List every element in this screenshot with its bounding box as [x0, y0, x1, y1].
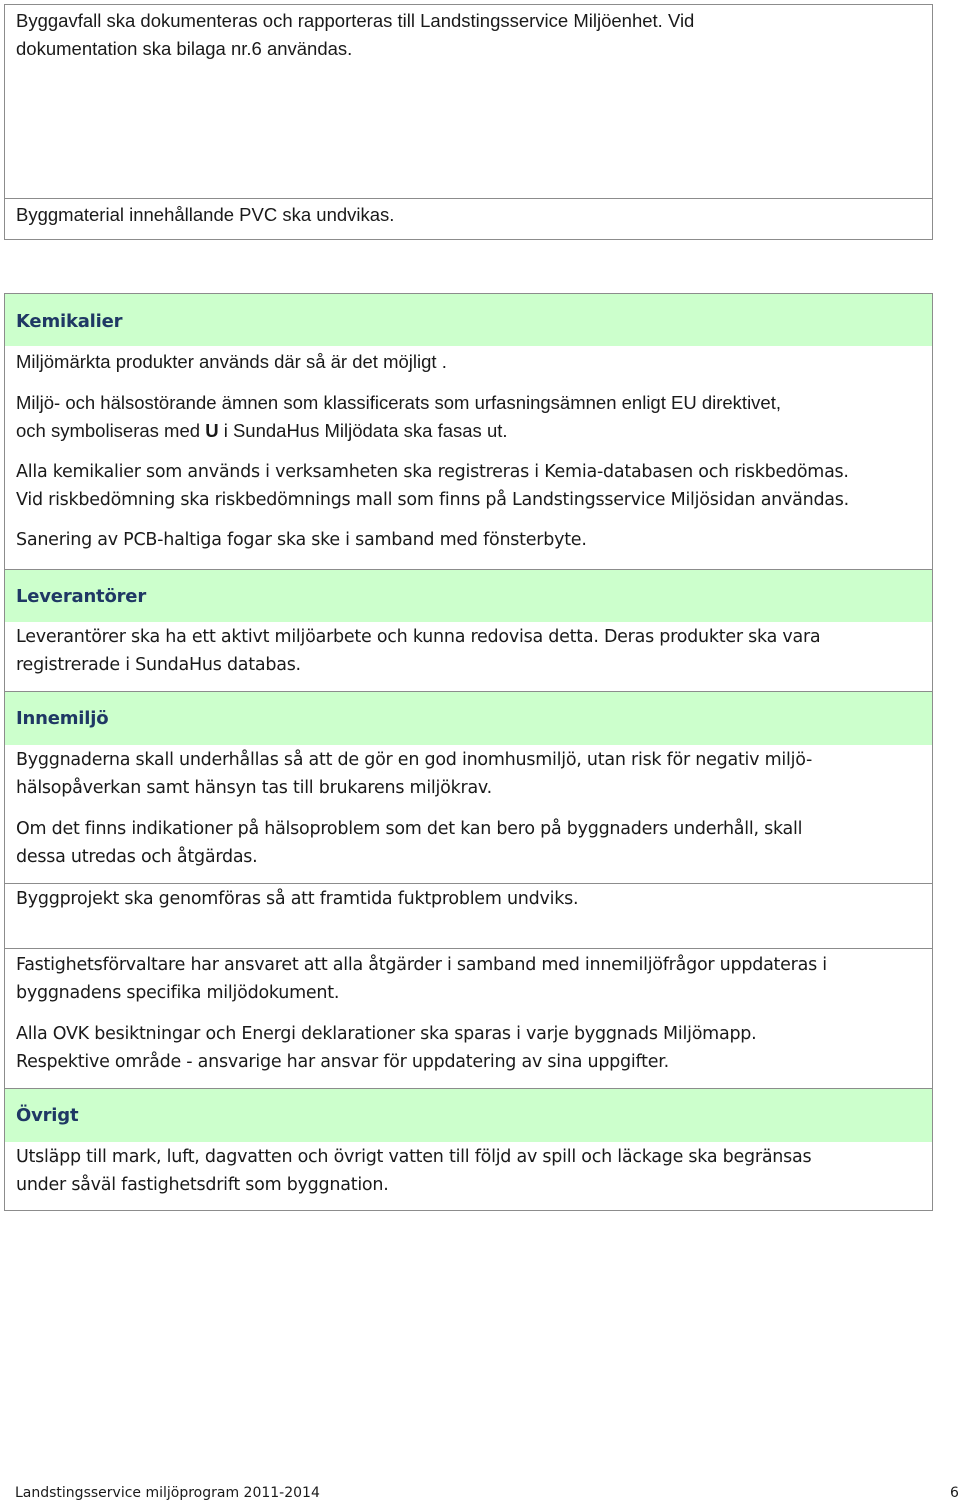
section-title-leverantorer: Leverantörer	[16, 586, 146, 607]
kemikalier-paragraph-2-text-b: i SundaHus Miljödata ska fasas ut.	[218, 420, 508, 441]
table-row	[5, 5, 932, 198]
innemiljo-paragraph-1-line-1: Byggnaderna skall underhållas så att de gör en god inomhusmiljö, utan risk för negativ miljö-	[16, 750, 813, 770]
innemiljo-paragraph-2-line-2: dessa utredas och åtgärdas.	[16, 847, 258, 867]
section-title-innemiljo: Innemiljö	[16, 708, 109, 729]
innemiljo-paragraph-4-line-2: byggnadens specifika miljödokument.	[16, 983, 340, 1003]
innemiljo-paragraph-3: Byggprojekt ska genomföras så att framtida fuktproblem undviks.	[16, 889, 579, 909]
waste-documentation-line-2: dokumentation ska bilaga nr.6 användas.	[16, 38, 353, 59]
section-title-kemikalier: Kemikalier	[16, 311, 123, 332]
leverantorer-line-1: Leverantörer ska ha ett aktivt miljöarbete och kunna redovisa detta. Deras produkter ska vara	[16, 627, 821, 647]
u-symbol: U	[205, 420, 219, 441]
table-row	[5, 745, 932, 884]
innemiljo-paragraph-5-line-2: Respektive område - ansvarige har ansvar för uppdatering av sina uppgifter.	[16, 1052, 669, 1072]
table-row	[5, 883, 932, 949]
section-title-ovrigt: Övrigt	[16, 1105, 79, 1126]
kemikalier-paragraph-2-line-1: Miljö- och hälsostörande ämnen som klassificerats som urfasningsämnen enligt EU direktivet,	[16, 392, 782, 413]
innemiljo-paragraph-5-line-1: Alla OVK besiktningar och Energi deklarationer ska sparas i varje byggnads Miljömapp.	[16, 1024, 757, 1044]
innemiljo-paragraph-2-line-1: Om det finns indikationer på hälsoproblem som det kan bero på byggnaders underhåll, skall	[16, 819, 803, 839]
waste-documentation-line-1: Byggavfall ska dokumenteras och rapporteras till Landstingsservice Miljöenhet. Vid	[16, 10, 695, 31]
pvc-text: Byggmaterial innehållande PVC ska undvikas.	[16, 204, 395, 225]
kemikalier-paragraph-4: Sanering av PCB-haltiga fogar ska ske i samband med fönsterbyte.	[16, 530, 587, 550]
ovrigt-line-1: Utsläpp till mark, luft, dagvatten och övrigt vatten till följd av spill och läckage ska begränsas	[16, 1147, 812, 1167]
section-header-ovrigt	[5, 1088, 932, 1142]
kemikalier-paragraph-2-line-2	[16, 417, 924, 445]
kemikalier-paragraph-2-text-a: och symboliseras med	[16, 420, 206, 441]
table-row	[5, 198, 932, 240]
innemiljo-paragraph-4-line-1: Fastighetsförvaltare har ansvaret att alla åtgärder i samband med innemiljöfrågor uppdateras i	[16, 955, 827, 975]
footer-program-title: Landstingsservice miljöprogram 2011-2014	[15, 1485, 320, 1501]
innemiljo-paragraph-1-line-2: hälsopåverkan samt hänsyn tas till brukarens miljökrav.	[16, 778, 492, 798]
footer-page-number: 6	[950, 1485, 959, 1501]
table-row	[5, 346, 932, 570]
table-waste-materials	[4, 4, 933, 240]
kemikalier-paragraph-1: Miljömärkta produkter används där så är det möjligt .	[16, 351, 447, 372]
section-header-innemiljo	[5, 691, 932, 745]
kemikalier-paragraph-3-line-1: Alla kemikalier som används i verksamheten ska registreras i Kemia-databasen och riskbedömas.	[16, 462, 849, 482]
table-row	[5, 1142, 932, 1210]
table-row	[5, 948, 932, 1089]
section-header-kemikalier	[5, 294, 932, 346]
ovrigt-line-2: under såväl fastighetsdrift som byggnation.	[16, 1175, 389, 1195]
table-row	[5, 622, 932, 692]
table-environment-program	[4, 293, 933, 1211]
leverantorer-line-2: registrerade i SundaHus databas.	[16, 655, 301, 675]
section-header-leverantorer	[5, 569, 932, 622]
kemikalier-paragraph-3-line-2: Vid riskbedömning ska riskbedömnings mall som finns på Landstingsservice Miljösidan användas.	[16, 490, 849, 510]
